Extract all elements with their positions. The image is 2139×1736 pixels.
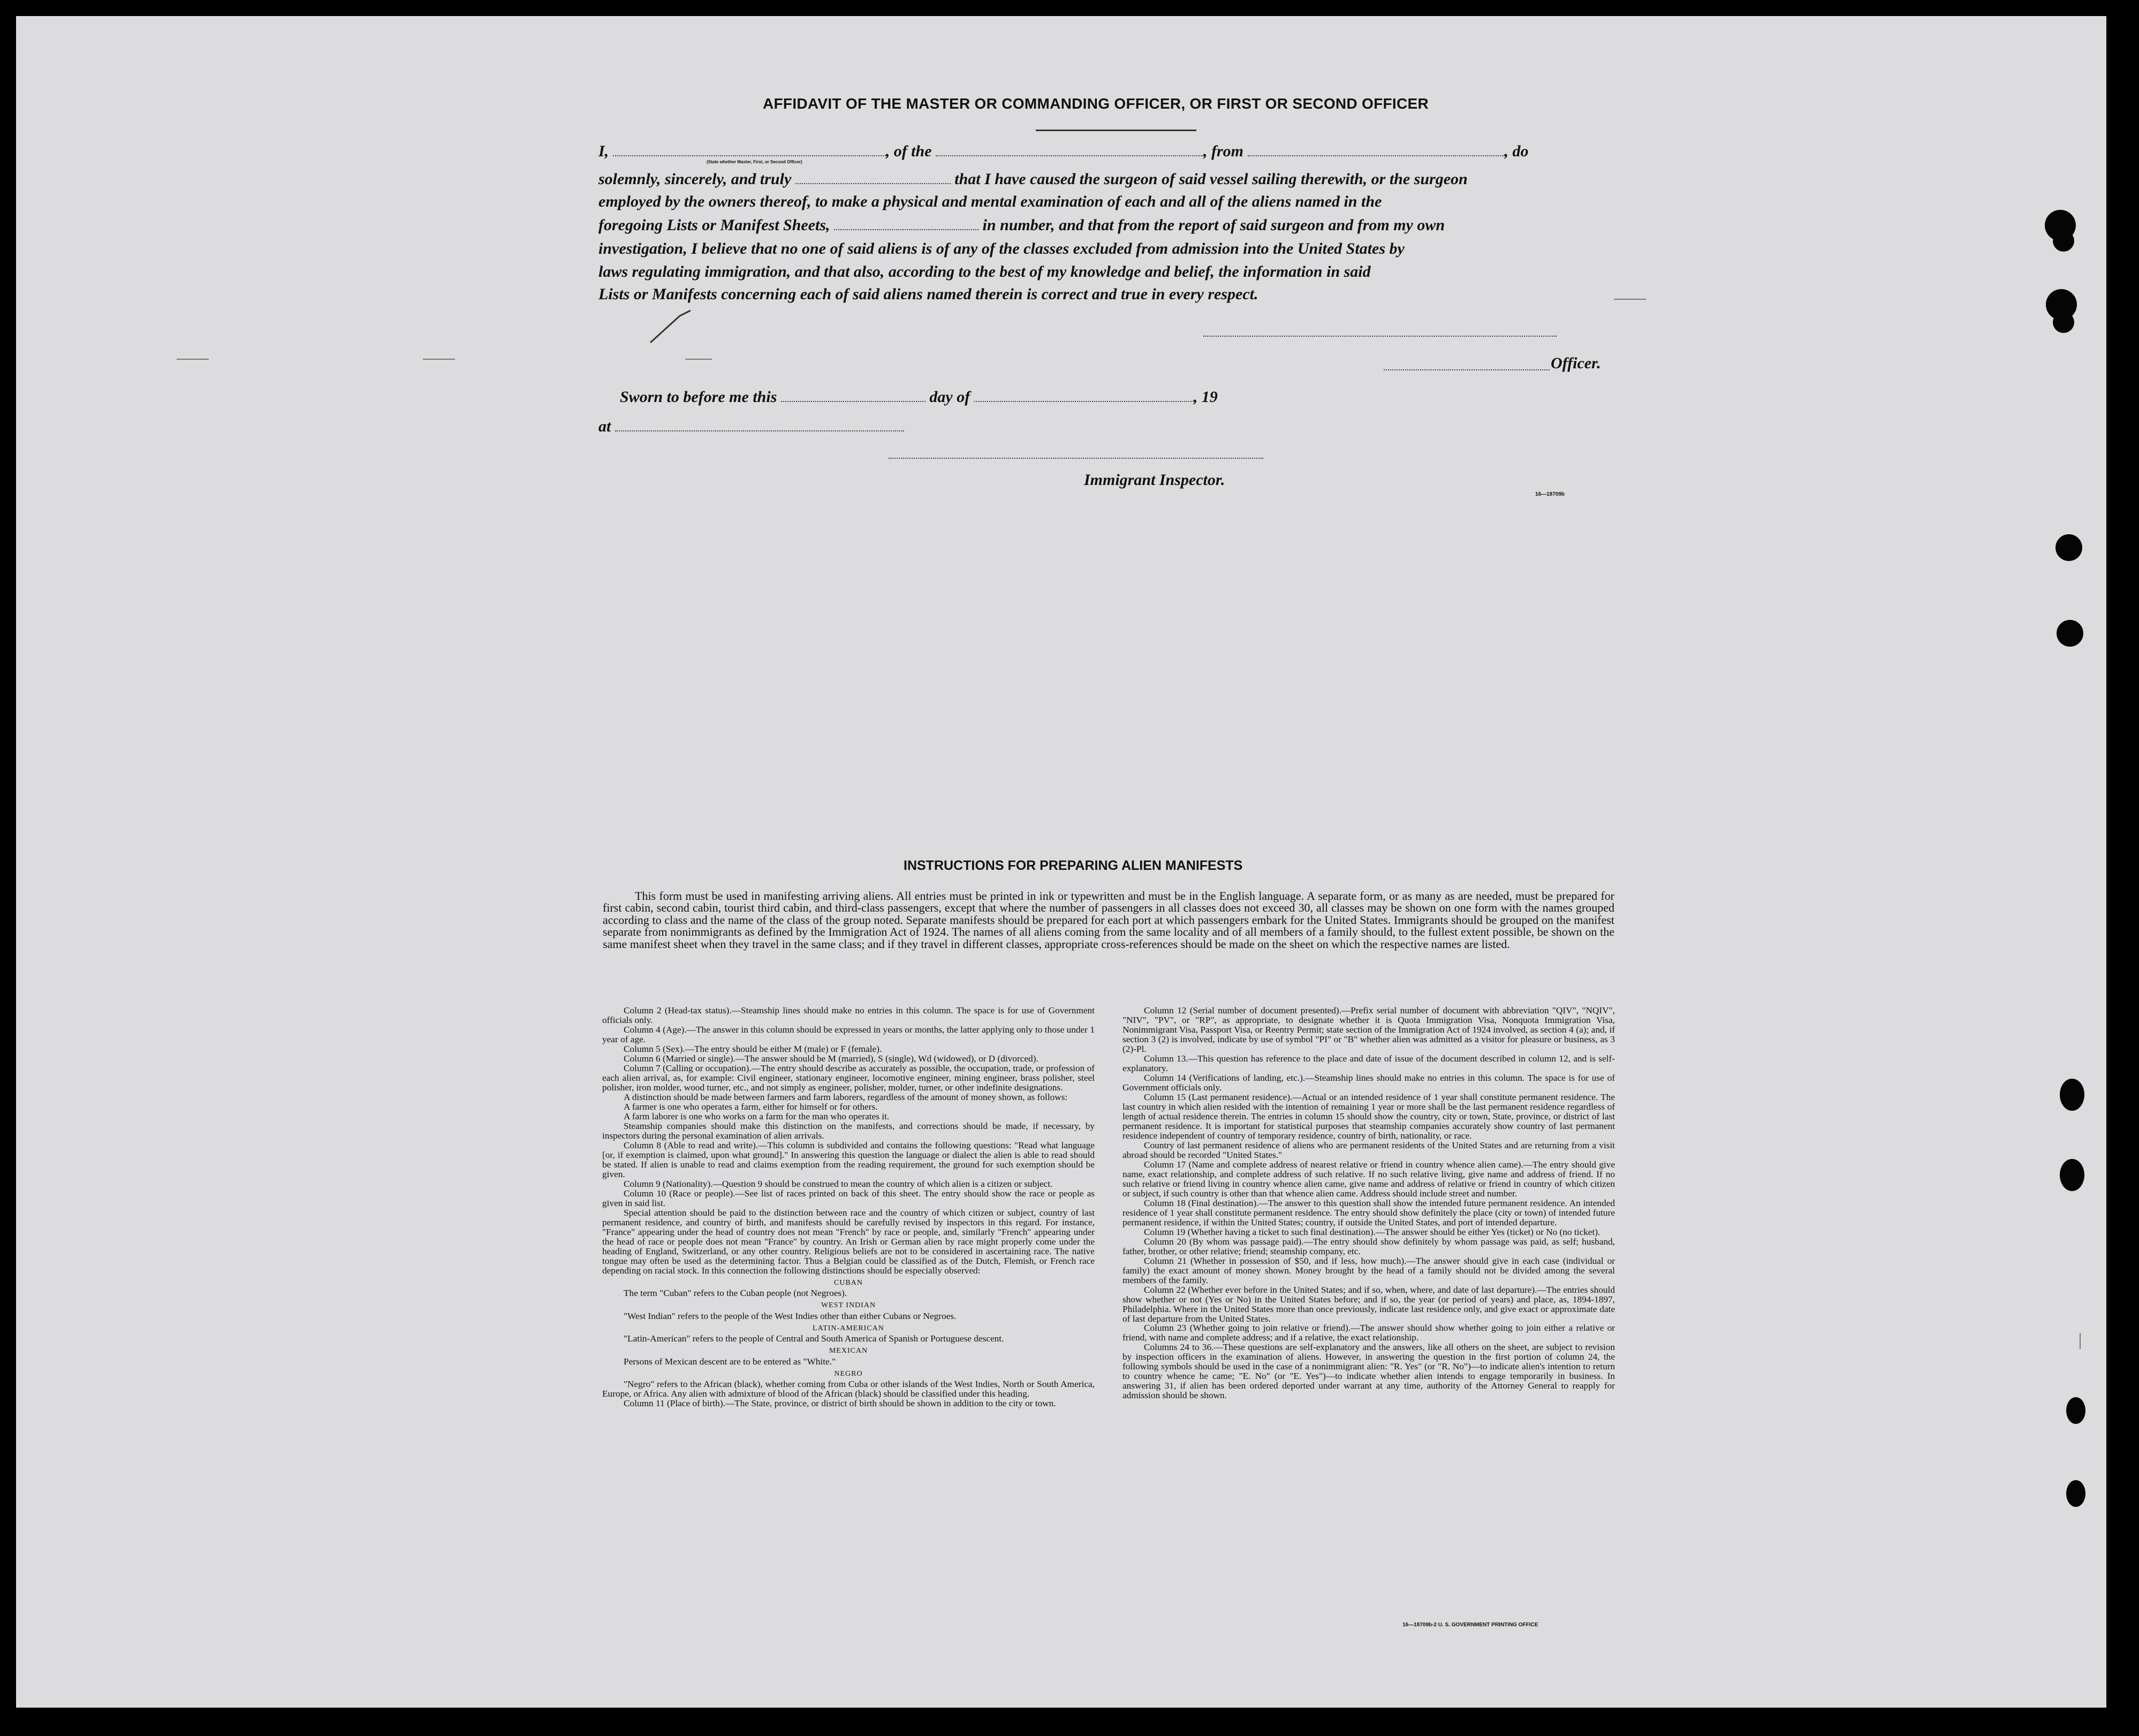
punch-hole — [2053, 230, 2074, 252]
pen-mark — [648, 308, 696, 345]
officer-signature-line-1[interactable] — [1203, 336, 1557, 337]
column-13-note: Column 13.—This question has reference to the place and date of issue of the document described in column 12, and is self-explanatory. — [1122, 1053, 1615, 1073]
column-9-note: Column 9 (Nationality).—Question 9 should be construed to mean the country of which alien is a citizen or subject. — [624, 1178, 1053, 1189]
do-label: , do — [1504, 142, 1529, 160]
punch-hole — [2066, 1480, 2085, 1507]
sworn-line: Sworn to before me this day of , 19 — [620, 388, 1218, 406]
column-12-note: Column 12 (Serial number of document presented).—Prefix serial number of document with abbreviation "QIV", "NQIV", "NIV", "PV", or "RP", as appropriate, to designate whether it is Quota Immigration Visa, Nonquota Immigration Visa, Nonimmigrant Visa, Passport Visa, or Reentry Permit; state section of the Immigration Act of 1924 involved, as section 4 (a); and, if section 3 (2) is involved, indicate by use of symbol "PI" or "B" whether alien was admitted as a visitor for pleasure or business, as 3 (2)-Pl. — [1122, 1005, 1615, 1054]
name-field[interactable] — [613, 155, 886, 156]
column-17-note: Column 17 (Name and complete address of nearest relative or friend in country whence alien came).—The entry should give name, exact relationship, and complete address of such relative. If no such relative living, give name and address of friend. If no such relative or friend living in country whence alien came, give name and address of relative or friend in country of which citizen or subject, if such country is other than that whence alien came. Address should include street and number. — [1122, 1159, 1615, 1199]
punch-hole — [2057, 620, 2083, 647]
i-label: I, — [598, 142, 609, 160]
affidavit-line-1 — [598, 142, 1529, 161]
column-7-distinction: A distinction should be made between farmers and farm laborers, regardless of the amount of money shown, as follows: — [624, 1091, 1068, 1102]
form-number: 16—18709b — [1535, 491, 1565, 497]
affidavit-line-3: employed by the owners thereof, to make a physical and mental examination of each and all of the aliens named in the — [598, 193, 1382, 210]
affidavit-line-2: solemnly, sincerely, and truly that I have caused the surgeon of said vessel sailing therewith, or the surgeon — [598, 170, 1468, 188]
column-22-note: Column 22 (Whether ever before in the United States; and if so, when, where, and date of last departure).—The entries should show whether or not (Yes or No) in the United States before; and if so, the year (or period of years) and place, as, 1894-1897, Philadelphia. Where in the United States more than once previously, indicate last residence only, and give exact or approximate date of last departure from the United States. — [1122, 1284, 1615, 1324]
column-6-note: Column 6 (Married or single).—The answer should be M (married), S (single), Wd (widowed), or D (divorced). — [624, 1053, 1038, 1064]
race-distinction-note: Special attention should be paid to the distinction between race and the country of which citizen or subject, country of last permanent residence, and country of birth, and manifests should be carefully revised by inspectors in this regard. For instance, "France" appearing under the head of country does not mean "French" by race or people, and, similarly "French" appearing under the head of race or people does not mean "France" by country. An Irish or German alien by race might properly come under the heading of England, Switzerland, or any other country. Religious beliefs are not to be considered in ascertaining race. The native tongue may often be used as the determining factor. Thus a Belgian could be classified as of the Dutch, Flemish, or French race depending on racial stock. In this connection the following distinctions should be especially observed: — [602, 1207, 1095, 1276]
column-2-note: Column 2 (Head-tax status).—Steamship lines should make no entries in this column. The space is for use of Government officials only. — [602, 1005, 1095, 1025]
latin-american-definition: "Latin-American" refers to the people of Central and South America of Spanish or Portuguese descent. — [624, 1333, 1004, 1344]
stray-mark — [685, 359, 712, 360]
column-23-note: Column 23 (Whether going to join relative or friend).—The answer should show whether going to join either a relative or friend, with name and complete address; and if a relative, the exact relationship. — [1122, 1323, 1615, 1343]
sworn-place-field[interactable] — [615, 430, 904, 431]
stray-mark — [177, 359, 209, 360]
affidavit-line-5: investigation, I believe that no one of said aliens is of any of the classes excluded from admission into the United States by — [598, 240, 1405, 257]
instructions-title: INSTRUCTIONS FOR PREPARING ALIEN MANIFESTS — [904, 858, 1243, 873]
printing-office-footer: 16—18709b-2 U. S. GOVERNMENT PRINTING OFFICE — [1402, 1622, 1538, 1628]
column-21-note: Column 21 (Whether in possession of $50, and if less, how much).—The answer should give in each case (individual or family) the exact amount of money shown. Money brought by the head of a family should not be divided among the several members of the family. — [1122, 1255, 1615, 1285]
inspector-signature-line[interactable] — [889, 458, 1263, 459]
columns-24-36-note: Columns 24 to 36.—These questions are self-explanatory and the answers, like all others on the sheet, are subject to revision by inspection officers in the examination of aliens. However, in answering the question in the first portion of column 24, the following symbols should be used in the case of a nonimmigrant alien: "R. Yes" (or "R. No")—to indicate alien's intention to return to country whence he came; "E. No" (or "E. Yes")—to indicate whether alien intends to engage temporarily in business. In answering 31, if alien has been ordered deported under warrant at any time, authority of the Attorney General to reapply for admission should be shown. — [1122, 1342, 1615, 1401]
column-7-corrections: Steamship companies should make this distinction on the manifests, and corrections should be made, if necessary, by inspectors during the personal examination of alien arrivals. — [602, 1120, 1095, 1141]
heading-cuban: CUBAN — [833, 1278, 863, 1287]
punch-hole — [2060, 1079, 2084, 1111]
column-20-note: Column 20 (By whom was passage paid).—The entry should show definitely by whom passage was paid, as self; husband, father, brother, or other relative; friend; steamship company, etc. — [1122, 1236, 1615, 1256]
affidavit-line-7: Lists or Manifests concerning each of said aliens named therein is correct and true in every respect. — [598, 285, 1258, 303]
from-port-field[interactable] — [1248, 155, 1505, 156]
of-the-label: , of the — [885, 142, 932, 160]
column-5-note: Column 5 (Sex).—The entry should be either M (male) or F (female). — [624, 1043, 882, 1054]
heading-west-indian: WEST INDIAN — [821, 1301, 876, 1310]
punch-hole — [2053, 312, 2074, 333]
column-14-note: Column 14 (Verifications of landing, etc.).—Steamship lines should make no entries in this column. The space is for use of Government officials only. — [1122, 1072, 1615, 1093]
farmer-definition: A farmer is one who operates a farm, either for himself or for others. — [624, 1101, 878, 1112]
column-18-note: Column 18 (Final destination).—The answer to this question shall show the intended future permanent residence. An intended residence of 1 year shall constitute permanent residence. The entry should show definitely the place (city or town) of intended future permanent residence, if within the United States; country, if outside the United States, and port of intended departure. — [1122, 1197, 1615, 1227]
column-7-note: Column 7 (Calling or occupation).—The entry should describe as accurately as possible, the occupation, trade, or profession of each alien arrival, as, for example: Civil engineer, stationary engineer, locomotive engineer, mining engineer, brass polisher, steel polisher, iron molder, wood turner, etc., and not simply as engineer, polisher, molder, turner, or other indefinite designations. — [602, 1063, 1095, 1093]
heading-negro: NEGRO — [834, 1369, 863, 1378]
sheet-count-field[interactable] — [834, 229, 979, 230]
negro-definition: "Negro" refers to the African (black), whether coming from Cuba or other islands of the West Indies, North or South America, Europe, or Africa. Any alien with admixture of blood of the African (black) should be classified under this heading. — [602, 1379, 1095, 1399]
instructions-right-column — [1122, 1006, 1615, 1400]
column-4-note: Column 4 (Age).—The answer in this column should be expressed in years or months, the latter applying only to those under 1 year of age. — [602, 1024, 1095, 1044]
sworn-day-field[interactable] — [781, 401, 926, 402]
affidavit-line-6: laws regulating immigration, and that also, according to the best of my knowledge and belief, the information in said — [598, 263, 1371, 281]
stray-mark — [1614, 299, 1646, 300]
punch-hole — [2055, 534, 2082, 561]
column-15-note: Column 15 (Last permanent residence).—Actual or an intended residence of 1 year shall constitute permanent residence. The last country in which alien resided with the intention of remaining 1 year or more shall be the last permanent residence regardless of length of actual residence therein. The entries in column 15 should show the country, city or town, State, province, or district of last permanent residence. It is important for statistical purposes that steamship companies accurately show country of last permanent residence independent of country of temporary residence, country of birth, nationality, or race. — [1122, 1091, 1615, 1141]
stray-mark — [2080, 1333, 2081, 1349]
instructions-left-column — [602, 1006, 1095, 1408]
column-15-returning-note: Country of last permanent residence of aliens who are permanent residents of the United States and are returning from a visit abroad should be recorded "United States." — [1122, 1140, 1615, 1160]
column-8-note: Column 8 (Able to read and write).—This column is subdivided and contains the following questions: "Read what language [or, if exemption is claimed, upon what ground]." In answering this question the language or dialect the alien is able to read should be stated. If alien is unable to read and claims exemption from the reading requirement, the ground for such exemption should be given. — [602, 1140, 1095, 1179]
cuban-definition: The term "Cuban" refers to the Cuban people (not Negroes). — [624, 1288, 847, 1299]
from-label: , from — [1203, 142, 1244, 160]
west-indian-definition: "West Indian" refers to the people of the West Indies other than either Cubans or Negroes. — [624, 1310, 957, 1321]
officer-label: Officer. — [1551, 354, 1601, 372]
heading-latin-american: LATIN-AMERICAN — [813, 1324, 884, 1332]
manifest-back-page — [16, 16, 2106, 1708]
punch-hole — [2060, 1159, 2084, 1191]
vessel-field[interactable] — [936, 155, 1203, 156]
column-11-note: Column 11 (Place of birth).—The State, province, or district of birth should be shown in addition to the city or town. — [624, 1398, 1056, 1409]
affidavit-title: AFFIDAVIT OF THE MASTER OR COMMANDING OFFICER, OR FIRST OR SECOND OFFICER — [763, 95, 1429, 112]
officer-signature-line-2[interactable] — [1384, 369, 1550, 370]
punch-hole — [2066, 1397, 2085, 1424]
officer-rank-field[interactable] — [795, 183, 951, 184]
instructions-intro: This form must be used in manifesting arriving aliens. All entries must be printed in ink or typewritten and must be in the English language. A separate form, or as many as are needed, must be prepared for first cabin, second cabin, tourist third cabin, and third-class passengers, except that where the number of passengers in all classes does not exceed 30, all classes may be shown on one form with the names grouped according to class and the name of the class of the group noted. Separate manifests should be prepared for each port at which passengers embark for the United States. Immigrants should be grouped on the manifest separate from nonimmigrants as defined by the Immigration Act of 1924. The names of all aliens coming from the same locality and of all members of a family should, to the fullest extent possible, be shown on the same manifest sheet when they travel in the same class; and if they travel in different classes, appropriate cross-references should be made on the sheet on which the respective names are listed. — [603, 889, 1614, 951]
title-underline — [1036, 130, 1196, 131]
heading-mexican: MEXICAN — [829, 1347, 868, 1355]
affidavit-line-4: foregoing Lists or Manifest Sheets, in number, and that from the report of said surgeon and from my own — [598, 216, 1445, 234]
inspector-label: Immigrant Inspector. — [1084, 471, 1225, 489]
at-line: at — [598, 418, 904, 436]
farm-laborer-definition: A farm laborer is one who works on a farm for the man who operates it. — [624, 1111, 890, 1121]
officer-rank-note: (State whether Master, First, or Second Officer) — [707, 160, 802, 164]
column-19-note: Column 19 (Whether having a ticket to such final destination).—The answer should be either Yes (ticket) or No (no ticket). — [1144, 1226, 1601, 1237]
mexican-definition: Persons of Mexican descent are to be entered as "White." — [624, 1356, 836, 1367]
torn-corner — [0, 1670, 86, 1736]
stray-mark — [423, 359, 455, 360]
column-10-note: Column 10 (Race or people).—See list of races printed on back of this sheet. The entry should show the race or people as given in said list. — [602, 1188, 1095, 1208]
sworn-month-field[interactable] — [974, 401, 1194, 402]
